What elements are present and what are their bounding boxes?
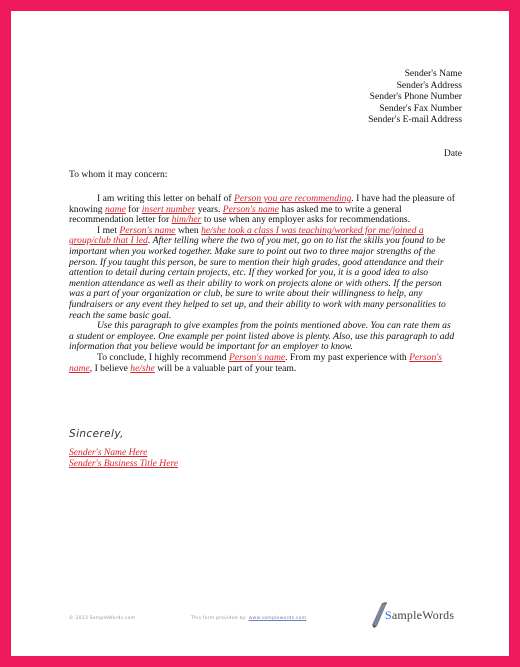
sender-email: Sender's E-mail Address — [368, 114, 462, 126]
placeholder-number: insert number — [141, 203, 196, 215]
salutation: To whom it may concern: — [69, 169, 168, 180]
signature-title: Sender's Business Title Here — [69, 458, 179, 470]
footer-credit — [191, 616, 306, 621]
sender-block — [368, 68, 462, 126]
letter-date: Date — [443, 148, 462, 159]
text: . From my past experience with — [285, 351, 410, 363]
signature-block — [69, 447, 178, 469]
logo-text: SampleWords — [385, 608, 455, 622]
text: has asked me to write a general recommendation letter for — [69, 203, 402, 226]
placeholder-name: name — [104, 203, 126, 215]
letter-page — [11, 11, 509, 656]
letter-body — [69, 194, 457, 374]
placeholder-he-she: he/she — [130, 362, 155, 374]
instruction-text: After telling where the two of you met, go on to list the skills you found to be important when you worked together. Make sure to point out two to three major strengths of the person. If you taught this person, be sure to mention their high grades, good attendance and their attention to detail during certain projects, etc. If they worked for you, it is a good idea to also mention attendance as well as their ability to work on projects alone or with others. If the person was a part of your organization or club, be sure to write about their willingness to help, any fundraisers or any event they helped to set up, and their ability to work with many personalities to reach the same basic goal. — [69, 235, 446, 321]
sender-name: Sender's Name — [404, 68, 462, 79]
sender-fax: Sender's Fax Number — [379, 102, 462, 114]
paragraph-intro — [69, 194, 457, 226]
placeholder-recommended-person: Person you are recommending — [233, 193, 352, 204]
text: will be a valuable part of your team. — [154, 362, 297, 374]
paragraph-how-met — [69, 226, 457, 321]
placeholder-persons-name: Person's name — [222, 203, 279, 215]
instruction-text: Use this paragraph to give examples from the points mentioned above. You can rate them as a student or employee. One example per point listed above is plenty. Also, use this paragraph to add information that you believe would be important for an employer to know. — [69, 320, 455, 353]
paragraph-examples — [69, 321, 457, 353]
text: for — [125, 203, 142, 215]
footer-link[interactable]: www.samplewords.com — [248, 616, 307, 621]
placeholder-persons-name: Person's name — [229, 351, 286, 363]
text: to use when any employer asks for recommendations. — [201, 214, 411, 226]
samplewords-logo — [368, 599, 463, 629]
signature-name: Sender's Name Here — [69, 447, 148, 458]
footer-copyright: © 2013 SampleWords.com — [69, 616, 136, 621]
text: . — [147, 235, 153, 247]
text: years. — [195, 203, 223, 215]
text: I am writing this letter on behalf of — [97, 193, 234, 204]
text: , I believe — [89, 362, 131, 374]
text: I met — [97, 224, 120, 236]
placeholder-him-her: him/her — [171, 214, 202, 226]
placeholder-context: he/she took a class I was teaching/worked for me/joined a group/club that I led — [69, 224, 424, 247]
sender-phone: Sender's Phone Number — [369, 91, 462, 103]
placeholder-persons-name: Person's name — [69, 351, 443, 374]
text: . I have had the pleasure of knowing — [69, 193, 455, 215]
closing: Sincerely, — [69, 428, 124, 440]
text: To conclude, I highly recommend — [97, 351, 230, 363]
footer-credit-text: This form provided by: — [191, 616, 249, 621]
text: when — [175, 224, 202, 236]
paragraph-conclusion — [69, 353, 457, 374]
placeholder-persons-name: Person's name — [119, 224, 176, 236]
sender-address: Sender's Address — [396, 79, 462, 91]
